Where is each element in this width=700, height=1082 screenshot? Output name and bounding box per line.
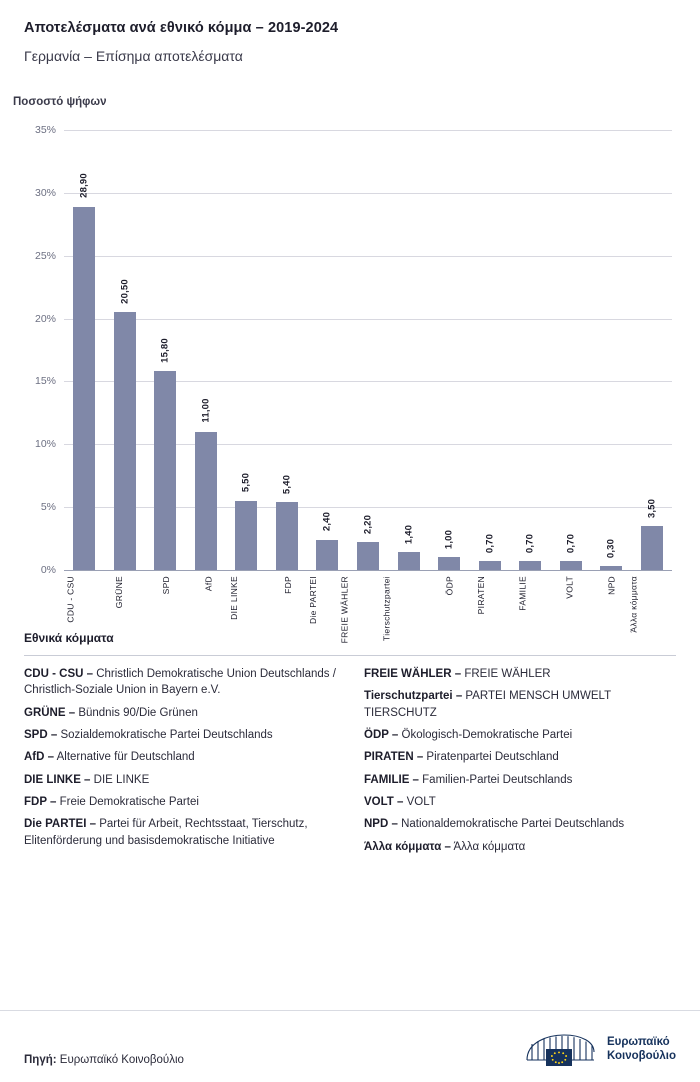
legend-item-full: Familien-Partei Deutschlands <box>418 773 573 786</box>
bar-slot <box>64 130 105 570</box>
x-axis-label-slot <box>628 576 672 696</box>
legend-item <box>24 705 336 721</box>
legend-item-abbr: PIRATEN – <box>364 751 424 764</box>
bar-value-label: 0,70 <box>524 533 536 553</box>
bar-slot <box>105 130 146 570</box>
y-axis-tick-label: 0% <box>40 564 56 576</box>
legend-item-abbr: FAMILIE – <box>364 773 419 786</box>
x-axis-label-slot <box>64 576 105 696</box>
bar[interactable] <box>641 526 663 570</box>
legend-item-full: Bündnis 90/Die Grünen <box>75 706 198 719</box>
page-subtitle: Γερμανία – Επίσημα αποτελέσματα <box>24 48 243 64</box>
bar[interactable] <box>235 501 257 570</box>
legend-item <box>364 749 676 765</box>
bar-value-label: 0,70 <box>484 533 496 553</box>
chart-header <box>0 0 700 64</box>
bar-slot <box>267 130 308 570</box>
bar-value-label: 11,00 <box>200 398 212 423</box>
legend-item-full: VOLT <box>403 795 436 808</box>
legend-item-full: Nationaldemokratische Partei Deutschlands <box>397 818 625 831</box>
x-axis-tick-label: AfD <box>203 576 214 592</box>
x-axis-label-slot <box>550 576 591 696</box>
x-axis-tick-label: PIRATEN <box>475 576 486 615</box>
bar-value-label: 1,00 <box>443 529 455 550</box>
legend-item-abbr: SPD – <box>24 728 58 741</box>
legend-item <box>24 749 336 765</box>
x-axis-tick-label: FDP <box>282 576 293 594</box>
bar-value-label: 3,50 <box>646 498 658 518</box>
y-axis-title: Ποσοστό ψήφων <box>13 96 107 108</box>
legend-item-full: Partei für Arbeit, Rechtsstaat, Tierschutz, Elitenförderung und basisdemokratische Initiative <box>24 818 308 847</box>
legend-item <box>24 727 336 743</box>
bar[interactable] <box>154 371 176 570</box>
x-axis-tick-label: CDU - CSU <box>65 576 76 623</box>
y-axis-tick-label: 15% <box>34 375 56 388</box>
x-axis-label-slot <box>145 576 186 696</box>
bar-value-label: 0,70 <box>565 533 577 553</box>
bar-value-label: 0,30 <box>605 538 617 558</box>
bar[interactable] <box>73 207 95 570</box>
x-axis-tick-label: DIE LINKE <box>229 576 240 620</box>
x-axis-tick-label: Tierschutzpartei <box>381 576 392 641</box>
legend-item-full: Christlich Demokratische Union Deutschlands / Christlich-Soziale Union in Bayern e.V. <box>24 668 336 697</box>
legend-item-full: DIE LINKE <box>90 773 150 786</box>
bar-slot <box>631 130 672 570</box>
x-axis-label-slot <box>186 576 227 696</box>
bar-slot <box>388 130 429 570</box>
legend-item-abbr: Die PARTEI – <box>24 818 96 831</box>
x-axis-label-slot <box>381 576 429 696</box>
bar-slot <box>591 130 632 570</box>
bar-slot <box>186 130 227 570</box>
page-title: Αποτελέσματα ανά εθνικό κόμμα – 2019-2024 <box>24 20 339 36</box>
source-note <box>24 1054 184 1066</box>
bar-slot <box>145 130 186 570</box>
x-axis-label-slot <box>429 576 470 696</box>
bar-slot <box>550 130 591 570</box>
legend-item-full: Alternative für Deutschland <box>54 751 195 764</box>
bar[interactable] <box>195 432 217 570</box>
legend-item-abbr: FREIE WÄHLER – <box>364 668 462 680</box>
bar-slot <box>469 130 510 570</box>
legend-item <box>364 839 676 855</box>
bar-value-label: 2,20 <box>362 514 374 535</box>
legend-item <box>24 816 336 849</box>
bar[interactable] <box>398 552 420 570</box>
bar-slot <box>429 130 470 570</box>
legend-item-abbr: Tierschutzpartei – <box>364 690 463 703</box>
legend-item-abbr: NPD – <box>364 818 398 831</box>
legend-item-full: FREIE WÄHLER <box>461 668 551 680</box>
legend-item-abbr: AfD – <box>24 751 55 764</box>
x-axis-label-slot <box>510 576 551 696</box>
legend-item-abbr: DIE LINKE – <box>24 773 91 786</box>
legend-item-abbr: VOLT – <box>364 795 404 808</box>
bar-slot <box>348 130 389 570</box>
y-axis-tick-label: 20% <box>34 312 56 325</box>
bar[interactable] <box>114 312 136 570</box>
bar-value-label: 28,90 <box>78 173 90 199</box>
legend-item-full: Άλλα κόμματα <box>450 840 526 853</box>
legend-item <box>364 794 676 810</box>
x-axis-tick-label: ÖDP <box>444 576 455 596</box>
legend-item-full: Piratenpartei Deutschland <box>423 751 559 764</box>
x-axis-label-slot <box>591 576 632 696</box>
page-footer <box>0 1010 700 1082</box>
bar-value-label: 5,40 <box>281 474 293 494</box>
x-axis-tick-label: Άλλα κόμματα <box>628 576 639 633</box>
legend-item <box>364 816 676 832</box>
source-label: Πηγή: <box>24 1054 57 1066</box>
x-axis-tick-label: FAMILIE <box>517 576 528 611</box>
ep-logo-line2: Κοινοβούλιο <box>606 1050 676 1062</box>
bar[interactable] <box>479 561 501 570</box>
bar-value-label: 1,40 <box>403 524 415 545</box>
x-axis-labels <box>64 576 672 696</box>
legend-item <box>364 727 676 743</box>
x-axis-tick-label: GRÜNE <box>113 576 124 609</box>
legend-item-full: Sozialdemokratische Partei Deutschlands <box>57 728 273 741</box>
bar-slot <box>226 130 267 570</box>
x-axis-tick-label: SPD <box>161 576 172 595</box>
legend-item-abbr: FDP – <box>24 795 57 808</box>
ep-logo-text <box>607 1035 676 1064</box>
bar-slot <box>510 130 551 570</box>
x-axis-tick-label: Die PARTEI <box>308 576 319 625</box>
ep-emblem-icon <box>524 1030 598 1068</box>
bar-value-label: 15,80 <box>159 337 171 363</box>
legend-item-abbr: GRÜNE – <box>24 706 76 719</box>
y-axis-tick-label: 35% <box>34 124 56 136</box>
x-axis-label-slot <box>267 576 308 696</box>
legend-item-abbr: ÖDP – <box>364 728 399 741</box>
ep-logo-line1: Ευρωπαϊκό <box>606 1035 670 1048</box>
y-axis-tick-label: 5% <box>40 501 56 514</box>
bar-value-label: 2,40 <box>321 512 333 532</box>
source-value: Ευρωπαϊκό Κοινοβούλιο <box>59 1054 184 1066</box>
european-parliament-logo <box>524 1030 676 1068</box>
y-axis-tick-label: 10% <box>34 438 56 451</box>
x-axis-tick-label: VOLT <box>564 576 575 599</box>
legend-item <box>364 772 676 788</box>
bar-value-label: 20,50 <box>119 278 131 304</box>
legend-item-full: Ökologisch-Demokratische Partei <box>398 728 573 741</box>
legend-item-full: Freie Demokratische Partei <box>56 795 199 808</box>
y-axis-tick-label: 25% <box>34 249 56 262</box>
x-axis-label-slot <box>469 576 510 696</box>
legend-item-abbr: Άλλα κόμματα – <box>364 840 451 853</box>
legend-item <box>24 794 336 810</box>
legend-title: Εθνικά κόμματα <box>24 631 114 645</box>
x-axis-label-slot <box>105 576 146 696</box>
x-axis-tick-label: FREIE WÄHLER <box>339 576 350 644</box>
legend-item <box>24 772 336 788</box>
y-axis-tick-label: 30% <box>34 186 56 199</box>
bar-slot <box>307 130 348 570</box>
legend-item-full: PARTEI MENSCH UMWELT TIERSCHUTZ <box>364 690 611 719</box>
legend-item-abbr: CDU - CSU – <box>24 668 94 680</box>
x-axis-label-slot <box>226 576 267 696</box>
x-axis-tick-label: NPD <box>606 576 617 595</box>
plot-area <box>34 124 672 576</box>
bar-value-label: 5,50 <box>240 473 252 493</box>
bar-series <box>64 130 672 570</box>
